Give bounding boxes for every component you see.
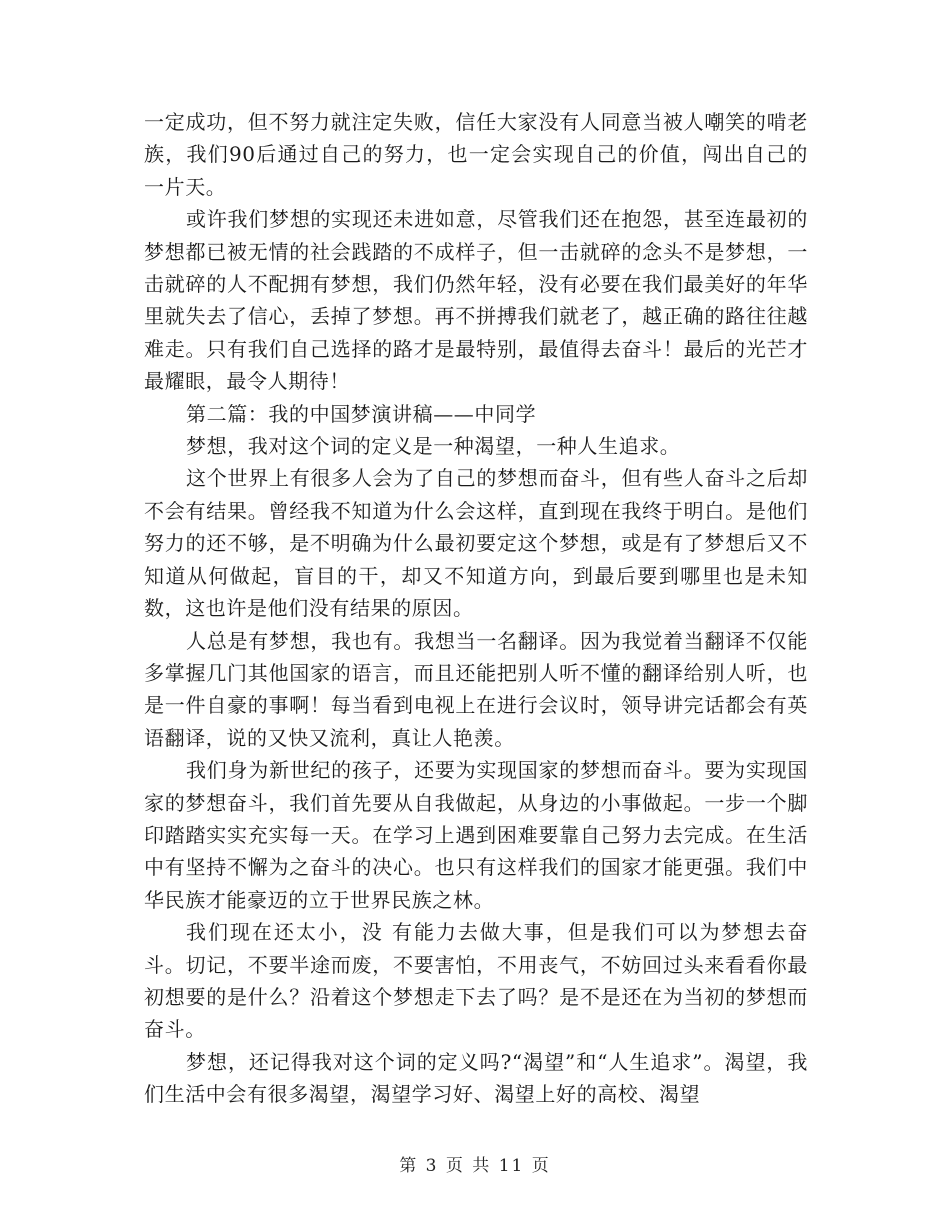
paragraph: 这个世界上有很多人会为了自己的梦想而奋斗，但有些人奋斗之后却不会有结果。曾经我不知道为什么会这样，直到现在我终于明白。是他们努力的还不够，是不明确为什么最初要定这个梦想，或是有了梦想后又不知道从何做起，盲目的干，却又不知道方向，到最后要到哪里也是未知数，这也许是他们没有结果的原因。 bbox=[144, 466, 808, 621]
paragraph: 一定成功，但不努力就注定失败，信任大家没有人同意当被人嘲笑的啃老族，我们90后通过自己的努力，也一定会实现自己的价值，闯出自己的一片天。 bbox=[144, 110, 808, 199]
section-heading: 第二篇：我的中国梦演讲稿——中同学 bbox=[186, 401, 537, 426]
paragraph: 梦想，还记得我对这个词的定义吗?“渴望”和“人生追求”。渴望，我们生活中会有很多渴望，渴望学习好、渴望上好的高校、渴望 bbox=[144, 1049, 808, 1107]
paragraph: 我们现在还太小，没 有能力去做大事，但是我们可以为梦想去奋斗。切记，不要半途而废，不要害怕，不用丧气，不妨回过头来看看你最初想要的是什么？沿着这个梦想走下去了吗？是不是还在为当初的梦想而奋斗。 bbox=[144, 920, 808, 1042]
document-body bbox=[144, 106, 808, 1111]
paragraph: 或许我们梦想的实现还未进如意，尽管我们还在抱怨，甚至连最初的梦想都已被无情的社会践踏的不成样子，但一击就碎的念头不是梦想，一击就碎的人不配拥有梦想，我们仍然年轻，没有必要在我们最美好的年华里就失去了信心，丢掉了梦想。再不拼搏我们就老了，越正确的路往往越难走。只有我们自己选择的路才是最特别，最值得去奋斗！最后的光芒才最耀眼，最令人期待！ bbox=[144, 207, 808, 394]
paragraph: 梦想，我对这个词的定义是一种渴望，一种人生追求。 bbox=[186, 434, 681, 459]
paragraph: 人总是有梦想，我也有。我想当一名翻译。因为我觉着当翻译不仅能多掌握几门其他国家的语言，而且还能把别人听不懂的翻译给别人听，也是一件自豪的事啊！每当看到电视上在进行会议时，领导讲完话都会有英语翻译，说的又快又流利，真让人艳羡。 bbox=[144, 628, 808, 750]
page-number-footer: 第 3 页 共 11 页 bbox=[399, 1156, 551, 1176]
paragraph: 我们身为新世纪的孩子，还要为实现国家的梦想而奋斗。要为实现国家的梦想奋斗，我们首先要从自我做起，从身边的小事做起。一步一个脚印踏踏实实充实每一天。在学习上遇到困难要靠自己努力去完成。在生活中有坚持不懈为之奋斗的决心。也只有这样我们的国家才能更强。我们中华民族才能豪迈的立于世界民族之林。 bbox=[144, 758, 808, 912]
